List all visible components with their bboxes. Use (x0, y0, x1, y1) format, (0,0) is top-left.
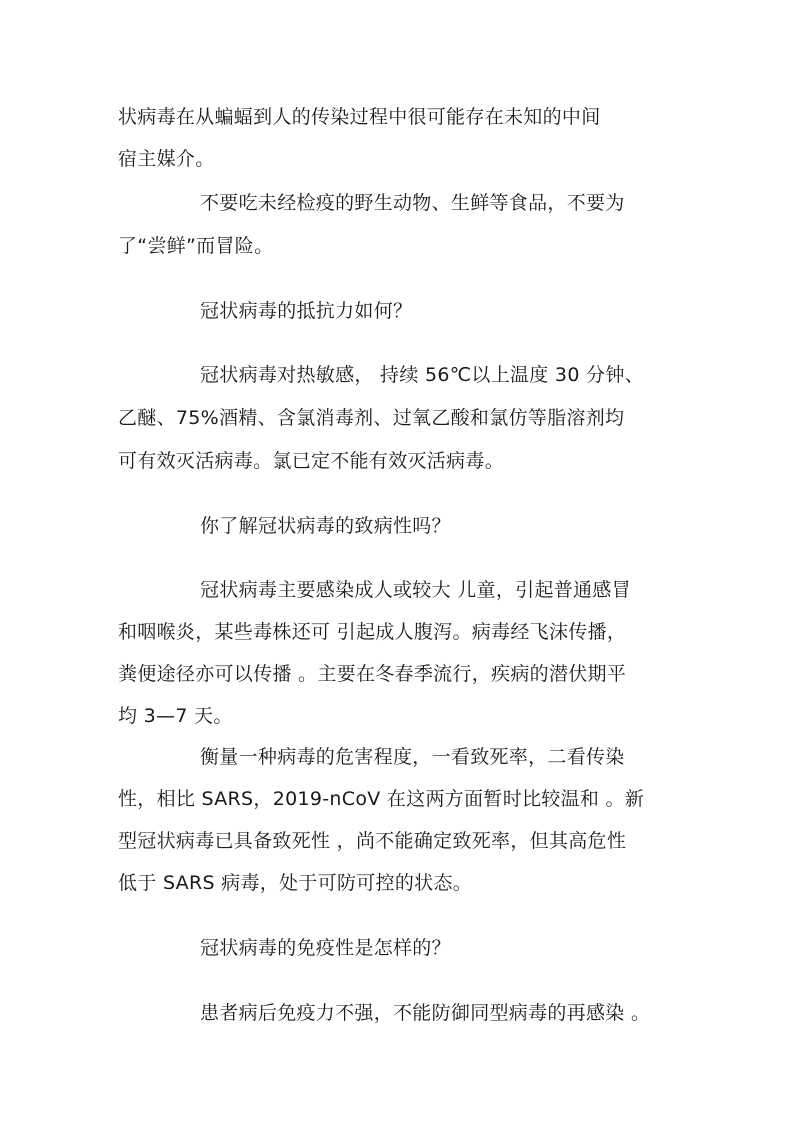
paragraph-line: 状病毒在从蝙蝠到人的传染过程中很可能存在未知的中间 (118, 106, 601, 128)
section-question: 冠状病毒的抵抗力如何？ (200, 300, 413, 322)
paragraph-line: 宿主媒介。 (118, 148, 215, 170)
paragraph-line: 低于 SARS 病毒，处于可防可控的状态。 (118, 872, 473, 894)
paragraph-line: 衡量一种病毒的危害程度，一看致死率，二看传染 (200, 746, 625, 768)
paragraph-line: 粪便途径亦可以传播 。主要在冬春季流行，疾病的潜伏期平 (118, 663, 627, 685)
paragraph-line: 型冠状病毒已具备致死性 ，尚不能确定致死率，但其高危性 (118, 830, 627, 852)
section-question: 冠状病毒的免疫性是怎样的？ (200, 937, 451, 959)
section-question: 你了解冠状病毒的致病性吗？ (200, 515, 451, 537)
paragraph-line: 性，相比 SARS，2019-nCoV 在这两方面暂时比较温和 。新 (118, 788, 645, 810)
paragraph-line: 和咽喉炎，某些毒株还可 引起成人腹泻。病毒经飞沫传播， (118, 621, 627, 643)
paragraph-line: 了“尝鲜”而冒险。 (118, 235, 274, 257)
paragraph-line: 乙醚、75%酒精、含氯消毒剂、过氧乙酸和氯仿等脂溶剂均 (118, 407, 625, 429)
paragraph-line: 均 3—7 天。 (118, 705, 233, 727)
paragraph-line: 冠状病毒对热敏感， 持续 56℃以上温度 30 分钟、 (200, 364, 644, 386)
paragraph-line: 可有效灭活病毒。氯已定不能有效灭活病毒。 (118, 450, 505, 472)
paragraph-line: 不要吃未经检疫的野生动物、生鲜等食品，不要为 (200, 192, 625, 214)
paragraph-line: 冠状病毒主要感染成人或较大 儿童，引起普通感冒 (200, 579, 631, 601)
paragraph-line: 患者病后免疫力不强，不能防御同型病毒的再感染 。 (200, 1002, 651, 1024)
